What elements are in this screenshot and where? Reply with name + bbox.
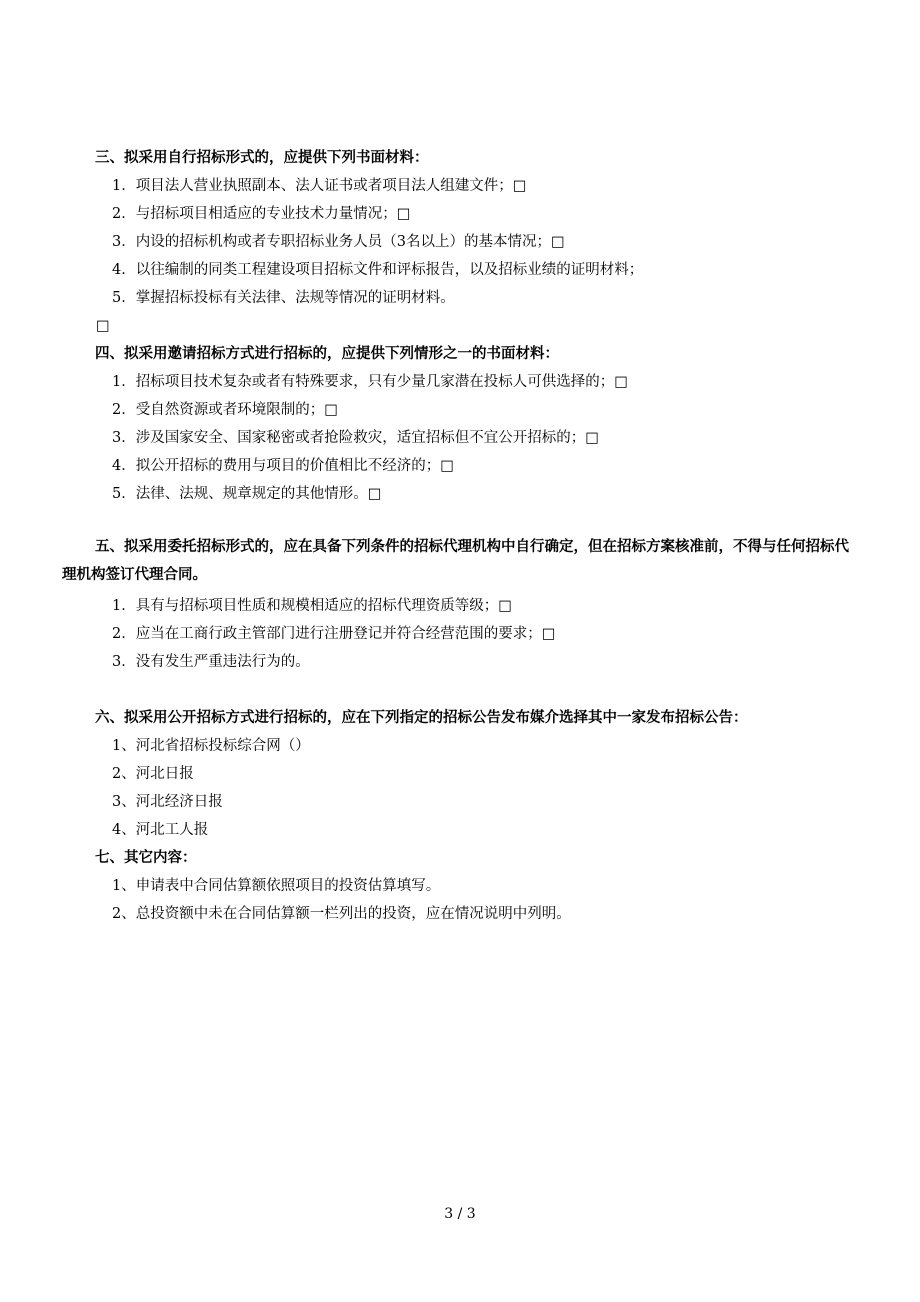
section-4-heading: 四、拟采用邀请招标方式进行招标的，应提供下列情形之一的书面材料： [95, 345, 559, 362]
section-7-item-2: 2、总投资额中未在合同估算额一栏列出的投资，应在情况说明中列明。 [112, 906, 571, 922]
section-6-item-4: 4、河北工人报 [112, 822, 209, 838]
section-4-item-1: 1．招标项目技术复杂或者有特殊要求，只有少量几家潜在投标人可供选择的；□ [112, 374, 628, 390]
page-number: 3 / 3 [444, 1206, 476, 1222]
section-6-item-2: 2、河北日报 [112, 766, 194, 782]
section-7-heading: 七、其它内容： [95, 849, 197, 866]
section-5-item-3: 3．没有发生严重违法行为的。 [112, 654, 310, 670]
section-5-item-1: 1．具有与招标项目性质和规模相适应的招标代理资质等级；□ [112, 598, 512, 614]
section-6-item-1: 1、河北省招标投标综合网（） [112, 738, 310, 754]
section-3-heading: 三、拟采用自行招标形式的，应提供下列书面材料： [95, 149, 429, 166]
section-4-item-5: 5．法律、法规、规章规定的其他情形。□ [112, 486, 382, 502]
section-3-item-1: 1．项目法人营业执照副本、法人证书或者项目法人组建文件；□ [112, 178, 527, 194]
section-3-item-5: 5．掌握招标投标有关法律、法规等情况的证明材料。 [112, 290, 455, 306]
section-4-item-3: 3．涉及国家安全、国家秘密或者抢险救灾，适宜招标但不宜公开招标的；□ [112, 430, 599, 446]
section-6-item-3: 3、河北经济日报 [112, 794, 223, 810]
section-3-item-4: 4．以往编制的同类工程建设项目招标文件和评标报告，以及招标业绩的证明材料； [112, 262, 644, 278]
section-4-item-2: 2．受自然资源或者环境限制的；□ [112, 402, 338, 418]
section-3-checkbox: □ [96, 318, 110, 334]
section-4-item-4: 4．拟公开招标的费用与项目的价值相比不经济的；□ [112, 458, 454, 474]
section-7-item-1: 1、申请表中合同估算额依照项目的投资估算填写。 [112, 878, 441, 894]
section-5-item-2: 2．应当在工商行政主管部门进行注册登记并符合经营范围的要求；□ [112, 626, 556, 642]
section-3-item-3: 3．内设的招标机构或者专职招标业务人员（3名以上）的基本情况；□ [112, 234, 565, 250]
section-5-heading: 五、拟采用委托招标形式的，应在具备下列条件的招标代理机构中自行确定，但在招标方案核准前，不得与任何招标代理机构签订代理合同。 [62, 538, 849, 583]
section-6-heading: 六、拟采用公开招标方式进行招标的，应在下列指定的招标公告发布媒介选择其中一家发布招标公告： [95, 709, 748, 726]
section-3-item-2: 2．与招标项目相适应的专业技术力量情况；□ [112, 206, 411, 222]
